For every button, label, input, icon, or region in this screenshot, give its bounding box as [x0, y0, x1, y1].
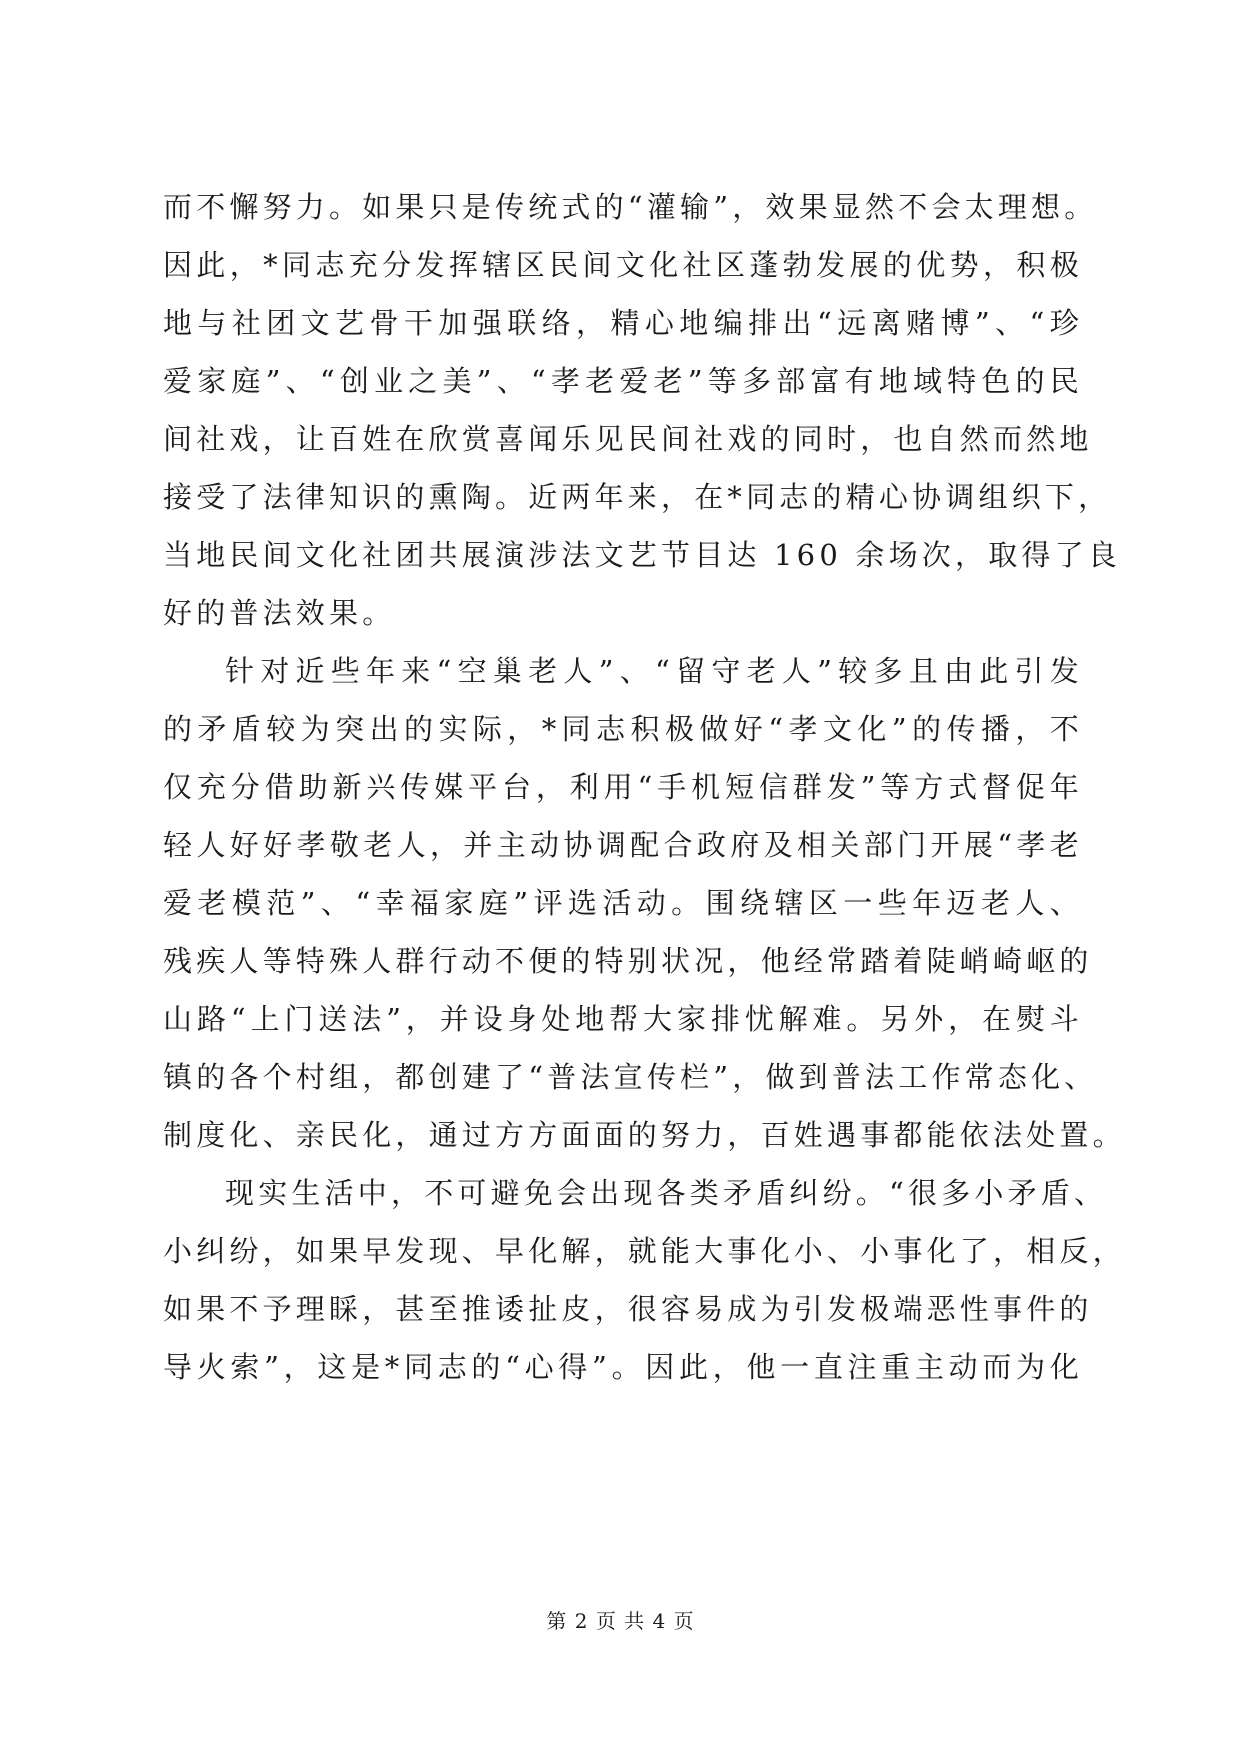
body-text-line: 残疾人等特殊人群行动不便的特别状况，他经常踏着陡峭崎岖的: [163, 944, 1093, 978]
page-footer: 第 2 页 共 4 页: [546, 1609, 695, 1633]
body-text-line: 好的普法效果。: [163, 596, 396, 630]
body-text-line: 仅充分借助新兴传媒平台，利用“手机短信群发”等方式督促年: [163, 770, 1083, 804]
body-text-line: 如果不予理睬，甚至推诿扯皮，很容易成为引发极端恶性事件的: [163, 1292, 1093, 1326]
body-text-line: 镇的各个村组，都创建了“普法宣传栏”，做到普法工作常态化、: [163, 1060, 1098, 1094]
body-text-line: 山路“上门送法”，并设身处地帮大家排忧解难。另外，在熨斗: [163, 1002, 1083, 1036]
body-text-line: 爱家庭”、“创业之美”、“孝老爱老”等多部富有地域特色的民: [163, 364, 1083, 398]
body-text-line: 地与社团文艺骨干加强联络，精心地编排出“远离赌博”、“珍: [163, 306, 1083, 340]
body-text-line: 制度化、亲民化，通过方方面面的努力，百姓遇事都能依法处置。: [163, 1118, 1126, 1152]
body-text-line: 间社戏，让百姓在欣赏喜闻乐见民间社戏的同时，也自然而然地: [163, 422, 1093, 456]
body-text-line: 的矛盾较为突出的实际，*同志积极做好“孝文化”的传播，不: [163, 712, 1083, 746]
paragraph-first-line: 现实生活中，不可避免会出现各类矛盾纠纷。“很多小矛盾、: [225, 1176, 1108, 1210]
body-text-line: 接受了法律知识的熏陶。近两年来，在*同志的精心协调组织下，: [163, 480, 1112, 514]
body-text-line: 小纠纷，如果早发现、早化解，就能大事化小、小事化了，相反，: [163, 1234, 1126, 1268]
paragraph-first-line: 针对近些年来“空巢老人”、“留守老人”较多且由此引发: [225, 654, 1083, 688]
body-text-line: 爱老模范”、“幸福家庭”评选活动。围绕辖区一些年迈老人、: [163, 886, 1083, 920]
body-text-line: 导火索”，这是*同志的“心得”。因此，他一直注重主动而为化: [163, 1350, 1083, 1384]
body-text-line: 因此，*同志充分发挥辖区民间文化社区蓬勃发展的优势，积极: [163, 248, 1083, 282]
body-text-line: 当地民间文化社团共展演涉法文艺节目达 160 余场次，取得了良: [163, 538, 1121, 572]
body-text-line: 而不懈努力。如果只是传统式的“灌输”，效果显然不会太理想。: [163, 190, 1098, 224]
body-text-line: 轻人好好孝敬老人，并主动协调配合政府及相关部门开展“孝老: [163, 828, 1083, 862]
